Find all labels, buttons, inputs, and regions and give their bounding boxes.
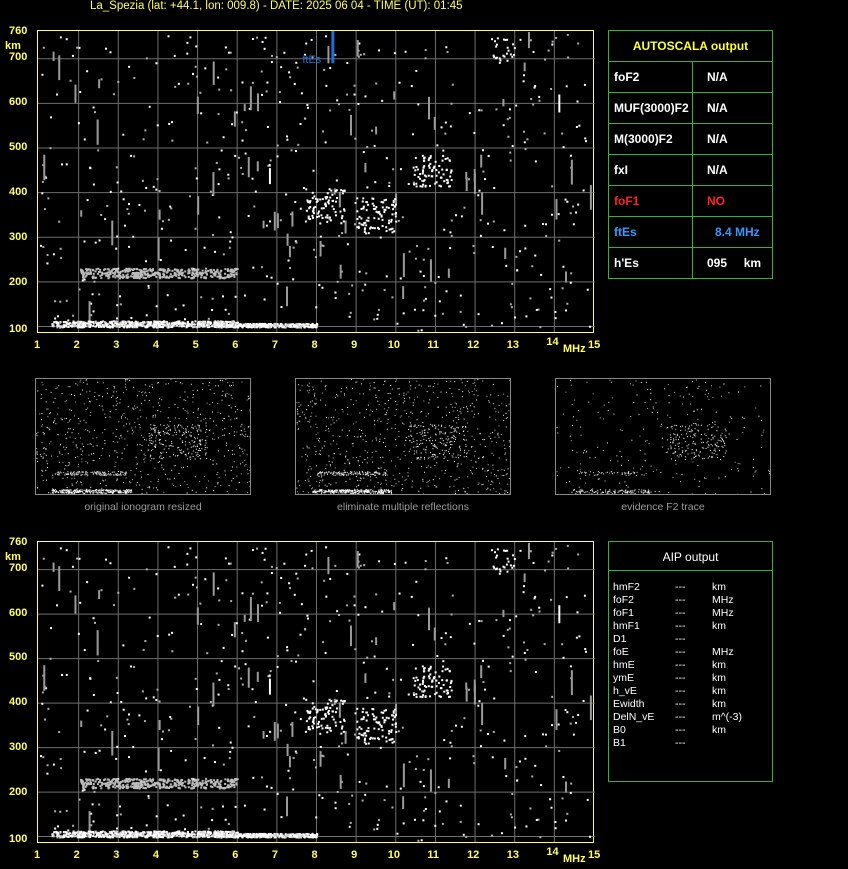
x-tick-label: 6 xyxy=(232,339,239,351)
autoscala-key: ftEs xyxy=(609,217,693,247)
aip-name: hmE xyxy=(613,659,635,671)
x-tick-label: 9 xyxy=(351,849,358,861)
aip-val: --- xyxy=(675,633,686,645)
thumbnail-svg xyxy=(36,379,250,494)
aip-row xyxy=(609,594,772,607)
autoscala-key: M(3000)F2 xyxy=(609,124,693,154)
thumb-evidence-f2 xyxy=(555,378,771,495)
aip-unit: km xyxy=(712,672,726,684)
aip-name: Ewidth xyxy=(613,698,645,710)
x-unit-label: MHz xyxy=(563,343,586,355)
ionogram-svg xyxy=(38,542,595,842)
aip-header: AIP output xyxy=(609,542,772,571)
x-tick-label: 4 xyxy=(152,849,160,861)
aip-unit: km xyxy=(712,698,726,710)
aip-name: ymE xyxy=(613,672,634,684)
x-tick-label: 14 xyxy=(546,336,559,348)
y-tick-label: 600 xyxy=(9,95,28,108)
autoscala-value: N/A xyxy=(707,70,728,84)
ionogram-svg xyxy=(38,31,595,332)
y-tick-label: 100 xyxy=(9,323,28,335)
aip-val: --- xyxy=(675,607,686,619)
x-tick-label: 9 xyxy=(351,339,358,351)
x-tick-label: 5 xyxy=(192,849,199,861)
aip-val: --- xyxy=(675,698,686,710)
aip-row xyxy=(609,633,772,646)
x-tick-label: 8 xyxy=(311,339,318,351)
y-tick-label: 200 xyxy=(9,785,28,798)
aip-name: B1 xyxy=(613,737,626,749)
autoscala-value: 8.4 MHz xyxy=(715,225,760,239)
autoscala-row xyxy=(609,217,772,248)
aip-val: --- xyxy=(675,737,686,749)
autoscala-value: N/A xyxy=(707,132,728,146)
echo-points xyxy=(40,543,592,842)
aip-name: hmF1 xyxy=(613,620,640,632)
aip-row xyxy=(609,685,772,698)
autoscala-value: N/A xyxy=(707,101,728,115)
autoscala-row xyxy=(609,186,772,217)
x-tick-label: 3 xyxy=(113,339,120,351)
autoscala-value: NO xyxy=(707,194,725,208)
x-tick-label: 1 xyxy=(34,849,41,861)
autoscala-key: h'Es xyxy=(609,248,693,278)
y-tick-label: 500 xyxy=(9,651,28,664)
y-tick-label: 300 xyxy=(9,230,28,243)
autoscala-key: MUF(3000)F2 xyxy=(609,93,693,123)
caption-original: original ionogram resized xyxy=(84,501,202,513)
aip-unit: km xyxy=(712,685,726,697)
aip-unit: km xyxy=(712,659,726,671)
ionogram-plot-top xyxy=(37,30,594,333)
autoscala-value: N/A xyxy=(707,163,728,177)
x-tick-label: 2 xyxy=(73,339,80,351)
ionogram-title: La_Spezia (lat: +44.1, lon: 009.8) - DATE: 2025 06 04 - TIME (UT): 01:45 xyxy=(90,0,463,12)
autoscala-row xyxy=(609,93,772,124)
aip-val: --- xyxy=(675,646,686,658)
thumbnail-svg xyxy=(296,379,510,494)
aip-unit: km xyxy=(712,724,726,736)
aip-row xyxy=(609,646,772,659)
y-tick-label: 200 xyxy=(9,275,28,288)
y-tick-label: 700 xyxy=(9,50,28,63)
x-tick-label: 10 xyxy=(387,339,401,351)
aip-name: h_vE xyxy=(613,685,637,697)
ftEs-marker-line xyxy=(331,31,334,63)
aip-row xyxy=(609,581,772,594)
aip-unit: km xyxy=(712,620,726,632)
caption-evidence: evidence F2 trace xyxy=(621,501,705,513)
x-tick-label: 4 xyxy=(152,339,160,351)
x-tick-label: 12 xyxy=(467,339,480,351)
aip-name: foF2 xyxy=(613,594,635,606)
y-tick-label: 100 xyxy=(9,833,28,845)
aip-row xyxy=(609,724,772,737)
autoscala-row xyxy=(609,62,772,93)
x-tick-label: 15 xyxy=(588,849,601,861)
aip-name: foF1 xyxy=(613,607,635,619)
y-tick-label: 400 xyxy=(9,696,28,709)
y-tick-label: 760 xyxy=(9,536,28,548)
autoscala-value: 095 km xyxy=(707,256,762,270)
x-tick-label: 1 xyxy=(34,339,41,351)
echo-points xyxy=(40,32,592,332)
x-tick-label: 5 xyxy=(192,339,199,351)
x-tick-label: 10 xyxy=(387,849,401,861)
y-tick-label: 300 xyxy=(9,740,28,753)
ionogram-plot-bottom xyxy=(37,541,594,843)
autoscala-header: AUTOSCALA output xyxy=(609,31,772,62)
aip-name: B0 xyxy=(613,724,626,736)
autoscala-row xyxy=(609,155,772,186)
autoscala-row xyxy=(609,124,772,155)
ftEs-marker-label: ftEs xyxy=(302,53,322,66)
x-tick-label: 13 xyxy=(506,339,519,351)
x-tick-label: 11 xyxy=(427,339,440,351)
aip-row xyxy=(609,672,772,685)
y-tick-label: 600 xyxy=(9,606,28,619)
x-tick-label: 13 xyxy=(506,849,519,861)
x-tick-label: 12 xyxy=(467,849,480,861)
aip-row xyxy=(609,620,772,633)
y-tick-label: 760 xyxy=(9,25,28,37)
aip-name: foE xyxy=(613,646,629,658)
thumb-original-ionogram xyxy=(35,378,251,495)
x-tick-label: 3 xyxy=(113,849,120,861)
aip-name: hmF2 xyxy=(613,581,640,593)
aip-row xyxy=(609,698,772,711)
x-tick-label: 11 xyxy=(427,849,440,861)
aip-val: --- xyxy=(675,620,686,632)
aip-name: DelN_vE xyxy=(613,711,655,723)
aip-row xyxy=(609,607,772,620)
aip-val: --- xyxy=(675,594,686,606)
aip-row xyxy=(609,737,772,750)
thumb-eliminate-multiple xyxy=(295,378,511,495)
aip-unit: MHz xyxy=(712,594,734,606)
aip-unit: m^(-3) xyxy=(712,711,743,723)
x-tick-label: 7 xyxy=(271,849,278,861)
x-tick-label: 8 xyxy=(311,849,318,861)
aip-name: D1 xyxy=(613,633,627,645)
aip-unit: MHz xyxy=(712,607,734,619)
aip-row xyxy=(609,659,772,672)
y-unit-label: km xyxy=(5,40,21,52)
x-tick-label: 14 xyxy=(546,846,559,858)
x-tick-label: 15 xyxy=(588,339,601,351)
autoscala-key: foF1 xyxy=(609,186,693,216)
x-tick-label: 6 xyxy=(232,849,239,861)
autoscala-key: fxI xyxy=(609,155,693,185)
aip-unit: km xyxy=(712,581,726,593)
y-tick-label: 500 xyxy=(9,140,28,153)
aip-val: --- xyxy=(675,724,686,736)
aip-val: --- xyxy=(675,659,686,671)
aip-val: --- xyxy=(675,711,686,723)
aip-unit: MHz xyxy=(712,646,734,658)
x-tick-label: 2 xyxy=(73,849,80,861)
autoscala-row xyxy=(609,248,772,278)
aip-output-panel xyxy=(608,541,773,782)
autoscala-output-table xyxy=(608,30,773,279)
y-tick-label: 700 xyxy=(9,561,28,574)
aip-row xyxy=(609,711,772,724)
x-tick-label: 7 xyxy=(271,339,278,351)
autoscala-key: foF2 xyxy=(609,62,693,92)
aip-val: --- xyxy=(675,672,686,684)
y-tick-label: 400 xyxy=(9,185,28,198)
thumbnail-svg xyxy=(556,379,770,494)
caption-eliminate: eliminate multiple reflections xyxy=(337,501,469,513)
x-unit-label: MHz xyxy=(563,853,586,865)
aip-val: --- xyxy=(675,685,686,697)
y-unit-label: km xyxy=(5,551,21,563)
aip-val: --- xyxy=(675,581,686,593)
